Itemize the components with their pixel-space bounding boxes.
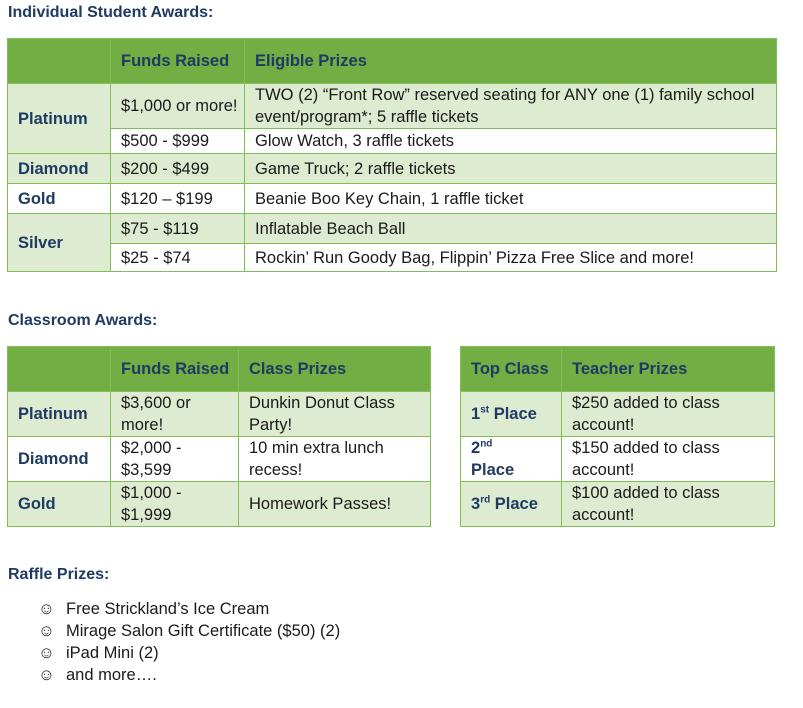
funds-cell: $25 - $74 bbox=[111, 244, 245, 272]
level-diamond: Diamond bbox=[8, 437, 111, 482]
place-first: 1st Place bbox=[461, 392, 562, 437]
classroom-awards-heading: Classroom Awards: bbox=[8, 312, 158, 329]
header-class-prizes: Class Prizes bbox=[239, 347, 431, 392]
raffle-item-text: Mirage Salon Gift Certificate ($50) (2) bbox=[66, 622, 341, 640]
teacher-prize-cell: $150 added to class account! bbox=[562, 437, 775, 482]
raffle-list bbox=[38, 598, 340, 686]
smiley-icon: ☺ bbox=[38, 622, 55, 640]
smiley-icon: ☺ bbox=[38, 666, 55, 684]
prize-cell: Inflatable Beach Ball bbox=[245, 214, 777, 244]
prize-cell: Homework Passes! bbox=[239, 482, 431, 527]
prize-cell: Glow Watch, 3 raffle tickets bbox=[245, 129, 777, 154]
individual-awards-table bbox=[7, 38, 777, 272]
funds-cell: $2,000 - $3,599 bbox=[111, 437, 239, 482]
header-top-class: Top Class bbox=[461, 347, 562, 392]
teacher-prizes-table bbox=[460, 346, 775, 527]
level-silver: Silver bbox=[8, 214, 111, 272]
funds-cell: $120 – $199 bbox=[111, 184, 245, 214]
individual-awards-heading: Individual Student Awards: bbox=[8, 4, 214, 21]
prize-cell: Game Truck; 2 raffle tickets bbox=[245, 154, 777, 184]
level-platinum: Platinum bbox=[8, 84, 111, 154]
prize-cell: TWO (2) “Front Row” reserved seating for ANY one (1) family school event/program*; 5 raffle tickets bbox=[245, 84, 777, 129]
prize-cell: Dunkin Donut Class Party! bbox=[239, 392, 431, 437]
header-funds-raised: Funds Raised bbox=[111, 347, 239, 392]
raffle-prizes-heading: Raffle Prizes: bbox=[8, 566, 110, 583]
raffle-item-text: Free Strickland’s Ice Cream bbox=[66, 600, 270, 618]
list-item bbox=[38, 598, 340, 620]
header-eligible-prizes: Eligible Prizes bbox=[245, 39, 777, 84]
raffle-item-text: iPad Mini (2) bbox=[66, 644, 159, 662]
funds-cell: $1,000 - $1,999 bbox=[111, 482, 239, 527]
smiley-icon: ☺ bbox=[38, 600, 55, 618]
prize-cell: Beanie Boo Key Chain, 1 raffle ticket bbox=[245, 184, 777, 214]
header-blank bbox=[8, 347, 111, 392]
raffle-item-text: and more…. bbox=[66, 666, 157, 684]
funds-cell: $75 - $119 bbox=[111, 214, 245, 244]
level-platinum: Platinum bbox=[8, 392, 111, 437]
funds-cell: $500 - $999 bbox=[111, 129, 245, 154]
prize-cell: 10 min extra lunch recess! bbox=[239, 437, 431, 482]
prize-cell: Rockin’ Run Goody Bag, Flippin’ Pizza Free Slice and more! bbox=[245, 244, 777, 272]
teacher-prize-cell: $100 added to class account! bbox=[562, 482, 775, 527]
header-blank bbox=[8, 39, 111, 84]
classroom-awards-table bbox=[7, 346, 431, 527]
funds-cell: $3,600 or more! bbox=[111, 392, 239, 437]
place-third: 3rd Place bbox=[461, 482, 562, 527]
funds-cell: $200 - $499 bbox=[111, 154, 245, 184]
funds-cell: $1,000 or more! bbox=[111, 84, 245, 129]
list-item bbox=[38, 620, 340, 642]
place-second: 2nd Place bbox=[461, 437, 562, 482]
header-funds-raised: Funds Raised bbox=[111, 39, 245, 84]
level-gold: Gold bbox=[8, 184, 111, 214]
level-diamond: Diamond bbox=[8, 154, 111, 184]
teacher-prize-cell: $250 added to class account! bbox=[562, 392, 775, 437]
list-item bbox=[38, 664, 340, 686]
level-gold: Gold bbox=[8, 482, 111, 527]
list-item bbox=[38, 642, 340, 664]
header-teacher-prizes: Teacher Prizes bbox=[562, 347, 775, 392]
smiley-icon: ☺ bbox=[38, 644, 55, 662]
